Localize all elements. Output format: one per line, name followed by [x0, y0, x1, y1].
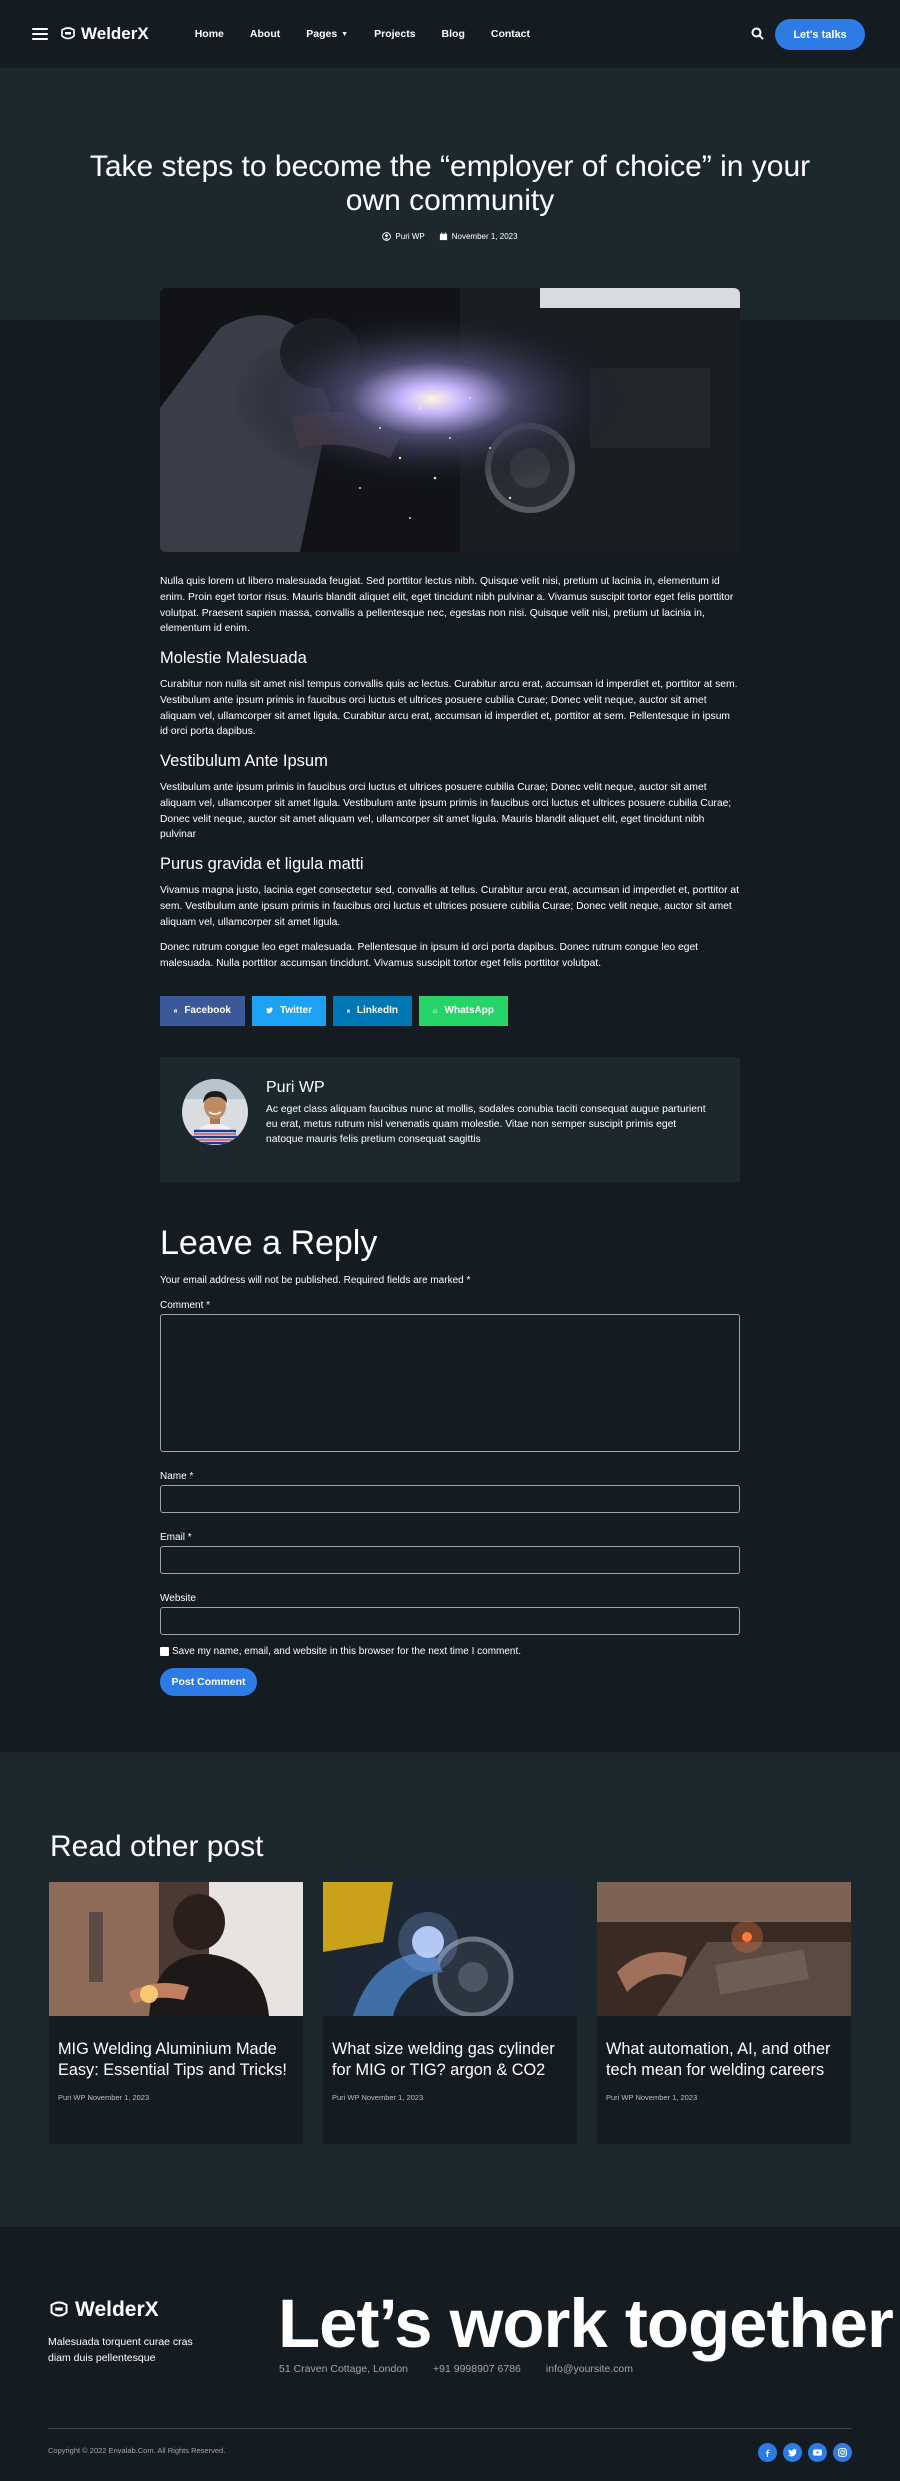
- nav-about[interactable]: [250, 28, 280, 40]
- share-linkedin-button[interactable]: [333, 996, 412, 1026]
- nav-label: Home: [194, 28, 224, 40]
- facebook-icon: [174, 1006, 177, 1016]
- nav-label: Projects: [374, 28, 416, 40]
- comment-textarea[interactable]: [160, 1314, 740, 1452]
- post-card-image: [323, 1882, 577, 2016]
- nav-label: Blog: [441, 28, 465, 40]
- site-logo[interactable]: [60, 24, 149, 44]
- post-card-meta: Puri WP November 1, 2023: [606, 2093, 698, 2102]
- comment-label: Comment *: [160, 1299, 211, 1311]
- article-heading: Vestibulum Ante Ipsum: [160, 752, 328, 771]
- post-author[interactable]: [382, 232, 424, 241]
- footer-address: 51 Craven Cottage, London: [279, 2363, 409, 2375]
- related-title: Read other post: [50, 1830, 264, 1863]
- post-date: [439, 232, 518, 241]
- footer-contacts: [279, 2363, 633, 2375]
- share-facebook-button[interactable]: [160, 996, 245, 1026]
- article-paragraph: Vestibulum ante ipsum primis in faucibus orci luctus et ultrices posuere cubilia Curae; Donec velit neque, auctor sit amet aliquam vel, ullamcorper sit amet ligula. Vestibulum ante ipsum primis in faucibus orci luctus et ultrices posuere cubilia Curae; Donec velit neque, auctor sit amet aliquam vel, ullamcorper sit amet ligula. Mauris blandit aliquet elit, eget tincidunt nibh pulvinar: [160, 781, 732, 841]
- search-icon[interactable]: [751, 27, 764, 45]
- twitter-icon: [266, 1006, 273, 1015]
- reply-form: [160, 1224, 740, 1696]
- logo-text: WelderX: [75, 2298, 159, 2321]
- save-info-checkbox[interactable]: [160, 1647, 169, 1656]
- post-card-image: [597, 1882, 851, 2016]
- author-name: Puri WP: [395, 232, 425, 241]
- share-label: Twitter: [279, 1005, 312, 1017]
- share-whatsapp-button[interactable]: [419, 996, 508, 1026]
- article-paragraph: Vivamus magna justo, lacinia eget consectetur sed, convallis at tellus. Curabitur arcu erat, accumsan id imperdiet et, porttitor at sem. Vestibulum ante ipsum primis in faucibus orci luctus et ultrices posuere cubilia Curae; Donec velit neque, auctor sit amet aliquam vel, ullamcorper sit amet ligula.: [160, 884, 740, 928]
- nav-home[interactable]: [195, 28, 224, 40]
- footer-divider: [48, 2428, 852, 2429]
- nav-pages[interactable]: [306, 28, 348, 40]
- save-info-row: [160, 1646, 740, 1657]
- post-card-image: [49, 1882, 303, 2016]
- article-paragraph: Donec rutrum congue leo eget malesuada. Pellentesque in ipsum id orci porta dapibus. Donec rutrum congue leo eget malesuada. Nulla porttitor accumsan tincidunt. Vivamus suscipit tortor eget felis porttitor volutpat.: [160, 942, 699, 970]
- post-card-title[interactable]: What size welding gas cylinder for MIG or TIG? argon & CO2: [332, 2040, 555, 2079]
- lets-talk-button[interactable]: Let's talks: [775, 19, 865, 50]
- nav-label: Contact: [490, 28, 530, 40]
- site-footer: [0, 2227, 900, 2481]
- footer-logo[interactable]: [49, 2298, 159, 2322]
- email-field[interactable]: [160, 1546, 740, 1574]
- main-nav: [195, 28, 556, 40]
- post-hero: [0, 68, 900, 320]
- share-buttons: [160, 996, 740, 1026]
- name-label: Name *: [160, 1470, 194, 1482]
- footer-headline: Let’s work together: [278, 2285, 893, 2362]
- post-meta: [0, 232, 900, 241]
- site-header: [0, 0, 900, 68]
- welding-mask-icon: [49, 2301, 69, 2319]
- calendar-icon: [439, 232, 448, 241]
- whatsapp-icon: [433, 1006, 438, 1016]
- post-card-meta: Puri WP November 1, 2023: [58, 2093, 150, 2102]
- article-paragraph: Nulla quis lorem ut libero malesuada feugiat. Sed porttitor lectus nibh. Quisque velit nisi, pretium ut lacinia in, elementum id enim. Proin eget tortor risus. Mauris blandit aliquet elit, eget tincidunt nibh pulvinar a. Vivamus suscipit tortor eget felis porttitor volutpat. Praesent sapien massa, convallis a pellentesque nec, egestas non nisi. Quisque velit nisi, pretium ut lacinia in, elementum id enim.: [160, 576, 734, 635]
- related-posts: [0, 1752, 900, 2227]
- share-label: WhatsApp: [444, 1005, 494, 1017]
- author-box: [160, 1057, 740, 1182]
- share-label: LinkedIn: [356, 1005, 398, 1017]
- save-info-label: Save my name, email, and website in this browser for the next time I comment.: [172, 1645, 522, 1657]
- youtube-icon[interactable]: [808, 2443, 827, 2462]
- share-twitter-button[interactable]: [252, 996, 326, 1026]
- email-label: Email *: [160, 1531, 192, 1543]
- footer-email[interactable]: info@yoursite.com: [545, 2363, 634, 2375]
- menu-icon[interactable]: [32, 28, 48, 40]
- featured-image: [160, 288, 740, 552]
- article-paragraph: Curabitur non nulla sit amet nisl tempus convallis quis ac lectus. Curabitur arcu erat, accumsan id imperdiet et, porttitor at sem. Vestibulum ante ipsum primis in faucibus orci luctus et ultrices posuere cubilia Curae; Donec velit neque, auctor sit amet aliquam vel, ullamcorper sit amet ligula. Curabitur arcu erat, accumsan id imperdiet et, porttitor at sem. Pellentesque in ipsum id orci porta dapibus.: [160, 678, 738, 738]
- reply-note: Your email address will not be published. Required fields are marked *: [160, 1274, 471, 1286]
- post-card[interactable]: [323, 1882, 577, 2144]
- website-field[interactable]: [160, 1607, 740, 1635]
- post-card[interactable]: [49, 1882, 303, 2144]
- facebook-icon[interactable]: [758, 2443, 777, 2462]
- author-name[interactable]: Puri WP: [266, 1078, 325, 1096]
- post-title: Take steps to become the “employer of choice” in your own community: [89, 150, 811, 217]
- footer-socials: [758, 2443, 852, 2462]
- website-label: Website: [160, 1592, 196, 1604]
- avatar: [182, 1079, 248, 1145]
- twitter-icon[interactable]: [783, 2443, 802, 2462]
- date-text: November 1, 2023: [451, 232, 518, 241]
- linkedin-icon: [347, 1006, 350, 1016]
- chevron-down-icon: ▼: [341, 30, 349, 38]
- post-comment-button[interactable]: Post Comment: [160, 1668, 257, 1696]
- footer-phone[interactable]: +91 9998907 6786: [433, 2363, 521, 2375]
- author-bio: Ac eget class aliquam faucibus nunc at mollis, sodales conubia taciti consequat augue parturient eu erat, metus rutrum nisl venenatis quam molestie. Vitae non semper suscipit primis eget natoque mauris felis pretium consequat sagittis: [266, 1103, 706, 1145]
- nav-projects[interactable]: [374, 28, 415, 40]
- reply-title: Leave a Reply: [160, 1223, 378, 1262]
- nav-label: Pages: [306, 28, 338, 40]
- name-field[interactable]: [160, 1485, 740, 1513]
- nav-blog[interactable]: [442, 28, 465, 40]
- user-icon: [382, 232, 391, 241]
- post-card[interactable]: [597, 1882, 851, 2144]
- post-card-title[interactable]: What automation, AI, and other tech mean for welding careers: [606, 2040, 831, 2079]
- article: [0, 320, 900, 1696]
- article-heading: Molestie Malesuada: [160, 649, 307, 668]
- post-card-meta: Puri WP November 1, 2023: [332, 2093, 424, 2102]
- post-card-title[interactable]: MIG Welding Aluminium Made Easy: Essential Tips and Tricks!: [58, 2040, 287, 2079]
- welding-mask-icon: [60, 27, 76, 41]
- logo-text: WelderX: [81, 24, 149, 43]
- nav-contact[interactable]: [491, 28, 530, 40]
- footer-copyright: Copyright © 2022 Envalab.Com. All Rights Reserved.: [48, 2446, 226, 2455]
- share-label: Facebook: [184, 1005, 231, 1017]
- nav-label: About: [249, 28, 281, 40]
- footer-tagline: Malesuada torquent curae cras diam duis pellentesque: [48, 2336, 193, 2364]
- instagram-icon[interactable]: [833, 2443, 852, 2462]
- article-heading: Purus gravida et ligula matti: [160, 855, 364, 874]
